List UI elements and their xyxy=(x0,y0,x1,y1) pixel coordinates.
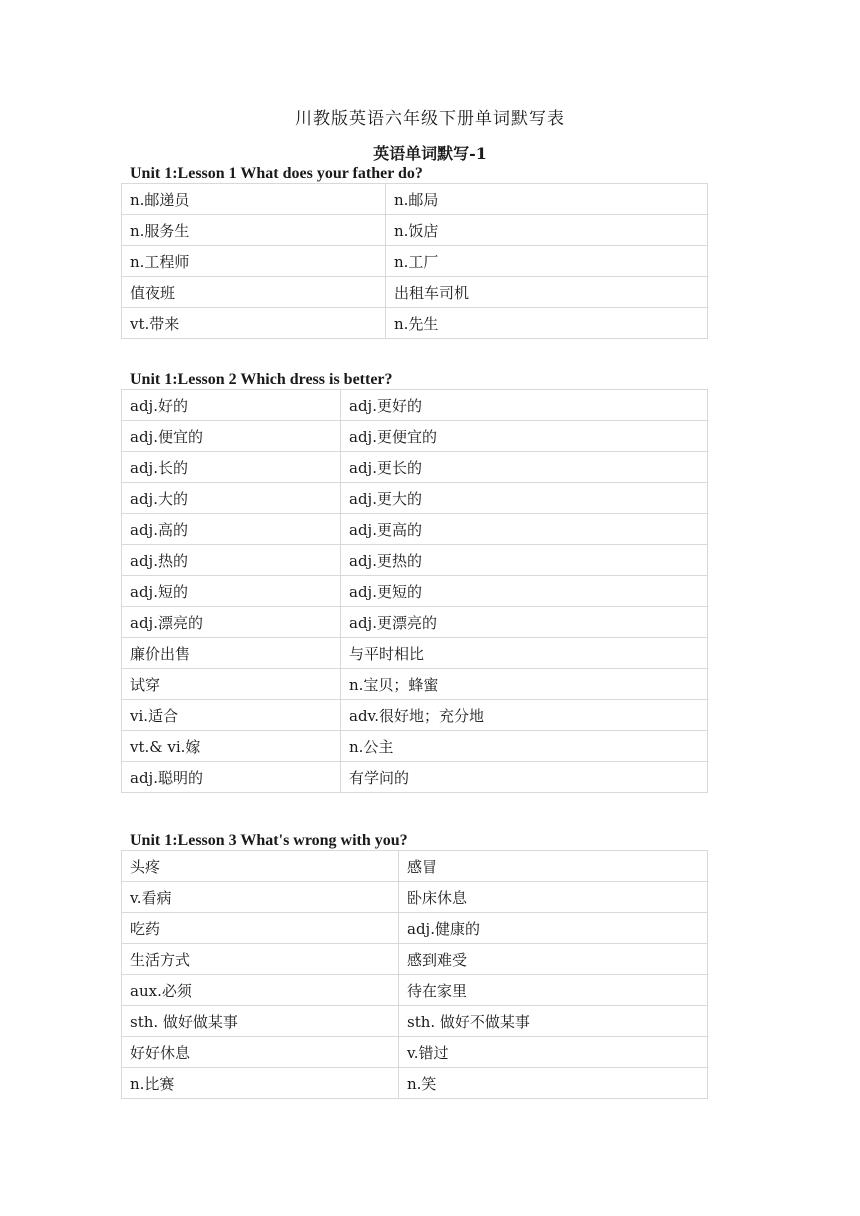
word-cell: n.公主 xyxy=(341,731,708,762)
table-row xyxy=(122,514,708,545)
lesson-heading: Unit 1:Lesson 3 What's wrong with you? xyxy=(130,832,408,849)
word-cell: 生活方式 xyxy=(122,944,399,975)
word-cell: 出租车司机 xyxy=(386,277,708,308)
word-cell: sth. 做好不做某事 xyxy=(399,1006,708,1037)
word-cell: n.先生 xyxy=(386,308,708,339)
table-row xyxy=(122,390,708,421)
table-row xyxy=(122,944,708,975)
lesson-section-2 xyxy=(121,370,708,793)
word-cell: n.工厂 xyxy=(386,246,708,277)
word-cell: vi.适合 xyxy=(122,700,341,731)
word-cell: n.工程师 xyxy=(122,246,386,277)
word-cell: 好好休息 xyxy=(122,1037,399,1068)
word-cell: v.错过 xyxy=(399,1037,708,1068)
word-cell: adj.更便宜的 xyxy=(341,421,708,452)
word-cell: 感到难受 xyxy=(399,944,708,975)
word-cell: adj.更好的 xyxy=(341,390,708,421)
lesson-section-1 xyxy=(121,164,708,339)
word-cell: n.邮递员 xyxy=(122,184,386,215)
table-row xyxy=(122,700,708,731)
word-cell: n.笑 xyxy=(399,1068,708,1099)
table-row xyxy=(122,421,708,452)
table-row xyxy=(122,975,708,1006)
word-cell: adj.好的 xyxy=(122,390,341,421)
vocabulary-table xyxy=(121,389,708,793)
word-cell: n.饭店 xyxy=(386,215,708,246)
table-row xyxy=(122,851,708,882)
word-cell: 待在家里 xyxy=(399,975,708,1006)
word-cell: vt.& vi.嫁 xyxy=(122,731,341,762)
table-row xyxy=(122,638,708,669)
word-cell: 廉价出售 xyxy=(122,638,341,669)
word-cell: 头疼 xyxy=(122,851,399,882)
word-cell: n.比赛 xyxy=(122,1068,399,1099)
table-row xyxy=(122,277,708,308)
word-cell: adj.热的 xyxy=(122,545,341,576)
word-cell: 与平时相比 xyxy=(341,638,708,669)
table-row xyxy=(122,215,708,246)
word-cell: adj.高的 xyxy=(122,514,341,545)
table-row xyxy=(122,762,708,793)
lesson-heading: Unit 1:Lesson 2 Which dress is better? xyxy=(130,371,393,388)
lesson-section-3 xyxy=(121,831,708,1099)
table-row xyxy=(122,308,708,339)
word-cell: aux.必须 xyxy=(122,975,399,1006)
word-cell: 值夜班 xyxy=(122,277,386,308)
table-row xyxy=(122,184,708,215)
word-cell: adj.长的 xyxy=(122,452,341,483)
word-cell: adj.更高的 xyxy=(341,514,708,545)
table-row xyxy=(122,731,708,762)
table-row xyxy=(122,576,708,607)
word-cell: n.服务生 xyxy=(122,215,386,246)
word-cell: adj.更热的 xyxy=(341,545,708,576)
document-title: 川教版英语六年级下册单词默写表 xyxy=(295,109,565,129)
vocabulary-table xyxy=(121,850,708,1099)
table-row xyxy=(122,452,708,483)
word-cell: adj.大的 xyxy=(122,483,341,514)
word-cell: adj.聪明的 xyxy=(122,762,341,793)
word-cell: adj.更长的 xyxy=(341,452,708,483)
word-cell: 吃药 xyxy=(122,913,399,944)
document-subtitle: 英语单词默写-1 xyxy=(373,144,487,163)
word-cell: adj.便宜的 xyxy=(122,421,341,452)
word-cell: 感冒 xyxy=(399,851,708,882)
word-cell: vt.带来 xyxy=(122,308,386,339)
table-row xyxy=(122,607,708,638)
table-row xyxy=(122,1068,708,1099)
table-row xyxy=(122,913,708,944)
word-cell: 有学问的 xyxy=(341,762,708,793)
table-row xyxy=(122,669,708,700)
vocabulary-table xyxy=(121,183,708,339)
word-cell: adj.更大的 xyxy=(341,483,708,514)
word-cell: adj.健康的 xyxy=(399,913,708,944)
lesson-heading: Unit 1:Lesson 1 What does your father do? xyxy=(130,165,423,182)
word-cell: n.邮局 xyxy=(386,184,708,215)
table-row xyxy=(122,882,708,913)
table-row xyxy=(122,1037,708,1068)
word-cell: v.看病 xyxy=(122,882,399,913)
word-cell: adj.短的 xyxy=(122,576,341,607)
word-cell: adj.漂亮的 xyxy=(122,607,341,638)
word-cell: 试穿 xyxy=(122,669,341,700)
word-cell: adv.很好地；充分地 xyxy=(341,700,708,731)
word-cell: n.宝贝；蜂蜜 xyxy=(341,669,708,700)
table-row xyxy=(122,1006,708,1037)
table-row xyxy=(122,483,708,514)
word-cell: 卧床休息 xyxy=(399,882,708,913)
word-cell: adj.更漂亮的 xyxy=(341,607,708,638)
table-row xyxy=(122,246,708,277)
word-cell: adj.更短的 xyxy=(341,576,708,607)
table-row xyxy=(122,545,708,576)
word-cell: sth. 做好做某事 xyxy=(122,1006,399,1037)
